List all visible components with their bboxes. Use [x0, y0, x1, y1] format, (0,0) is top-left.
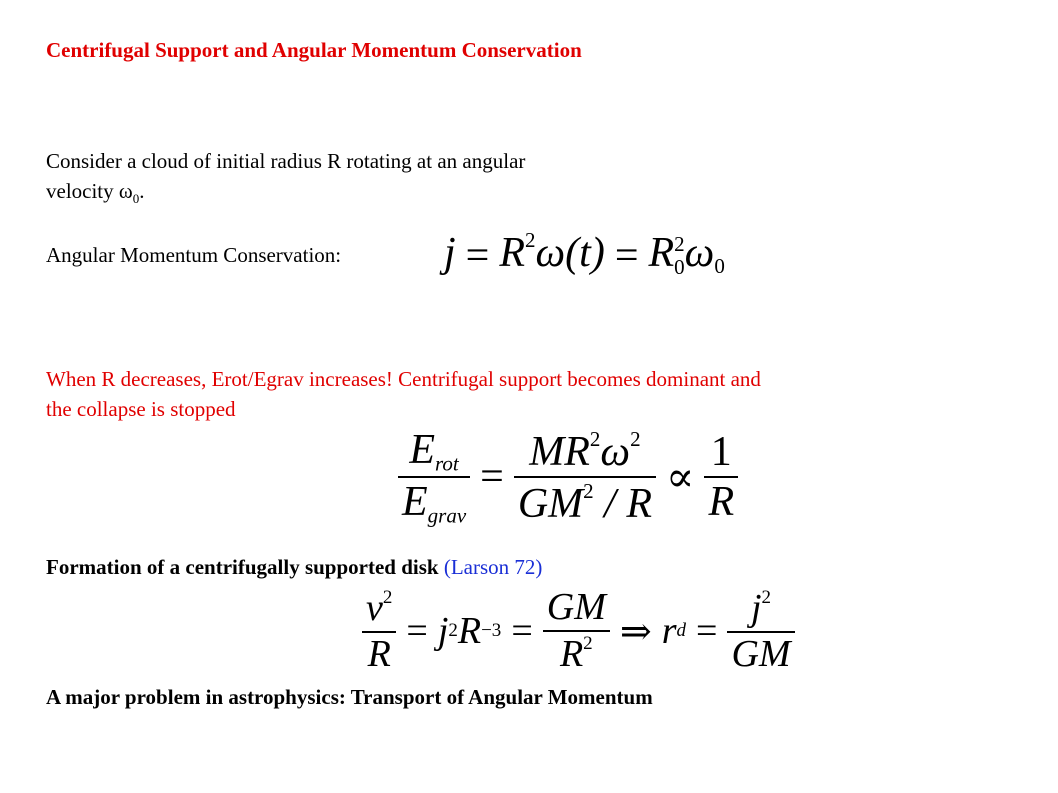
proportional-symbol: ∝	[666, 455, 695, 502]
angular-momentum-equation: $j = R^2\omega(t) = R$ 2 0 $\omega_0$	[444, 228, 725, 280]
larson-citation: (Larson 72)	[443, 555, 543, 579]
inverse-radius-fraction: $\frac{1}{R}$	[704, 430, 738, 524]
disk-formation-heading: Formation of a centrifugally supported disk (Larson 72)	[46, 555, 543, 579]
intro-line-1: Consider a cloud of initial radius R rotating at an angular	[46, 149, 526, 173]
conservation-label: Angular Momentum Conservation:	[46, 243, 342, 267]
intro-paragraph	[46, 146, 525, 214]
intro-line-2: velocity $\omega_0$.	[46, 179, 145, 207]
energy-ratio-equation: $\frac{E_{rot}}{E_{grav}}$ = $\frac{MR^2\omega^2}{GM^2 / R}$ ∝ $\frac{1}{R}$	[398, 428, 738, 527]
disk-radius-equation: $\frac{v^2}{R}$ = j 2 R −3 = $\frac{GM}{R^2}$ ⇒ r d = $\frac{j^2}{GM}$	[362, 588, 795, 675]
conclusion-line: A major problem in astrophysics: Transport of Angular Momentum	[46, 685, 653, 709]
implies-arrow: ⇒	[619, 610, 652, 653]
slide-title: Centrifugal Support and Angular Momentum Conservation	[46, 38, 582, 62]
rotational-gravitational-fraction: $\frac{MR^2\omega^2}{GM^2 / R}$	[514, 428, 656, 526]
energy-ratio-fraction: $\frac{E_{rot}}{E_{grav}}$	[398, 428, 470, 527]
collapse-warning: When R decreases, Erot/Egrav increases! Centrifugal support becomes dominant and the collapse is stopped	[46, 367, 761, 421]
omega-symbol: ω	[118, 179, 133, 203]
